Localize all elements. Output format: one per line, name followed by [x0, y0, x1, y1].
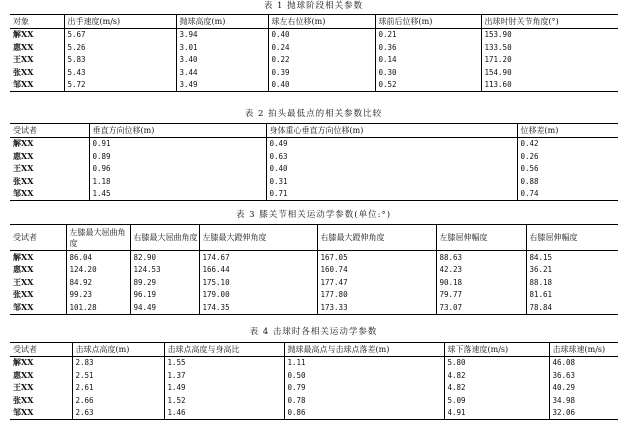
value-cell: 84.92 — [66, 276, 130, 289]
value-cell: 0.78 — [284, 394, 444, 407]
value-cell: 0.40 — [268, 79, 375, 92]
value-cell: 171.20 — [481, 54, 618, 67]
value-cell: 36.63 — [549, 369, 618, 382]
value-cell: 0.22 — [268, 54, 375, 67]
subject-cell: 惠XX — [10, 41, 64, 54]
table-row — [10, 150, 618, 163]
value-cell: 0.88 — [517, 175, 618, 188]
header-cell: 抛球最高点与击球点落差(m) — [284, 343, 444, 357]
value-cell: 0.36 — [375, 41, 481, 54]
table-row — [10, 369, 618, 382]
value-cell: 1.49 — [164, 382, 284, 395]
subject-cell: 张XX — [10, 394, 72, 407]
value-cell: 177.80 — [317, 289, 436, 302]
header-cell: 右膝最大屈曲角度 — [130, 225, 199, 251]
header-cell: 球左右位移(m) — [268, 15, 375, 29]
header-cell: 受试者 — [10, 124, 89, 138]
value-cell: 89.29 — [130, 276, 199, 289]
value-cell: 175.10 — [199, 276, 317, 289]
subject-cell: 张XX — [10, 66, 64, 79]
subject-cell: 惠XX — [10, 264, 66, 277]
subject-cell: 解XX — [10, 356, 72, 369]
table-row — [10, 251, 618, 264]
subject-cell: 解XX — [10, 251, 66, 264]
subject-cell: 王XX — [10, 276, 66, 289]
value-cell: 1.55 — [164, 356, 284, 369]
value-cell: 5.67 — [64, 28, 176, 41]
value-cell: 0.26 — [517, 150, 618, 163]
value-cell: 3.01 — [176, 41, 268, 54]
value-cell: 153.90 — [481, 28, 618, 41]
subject-cell: 王XX — [10, 54, 64, 67]
value-cell: 79.77 — [436, 289, 526, 302]
subject-cell: 王XX — [10, 163, 89, 176]
value-cell: 82.90 — [130, 251, 199, 264]
value-cell: 0.89 — [89, 150, 266, 163]
value-cell: 0.86 — [284, 407, 444, 420]
value-cell: 3.44 — [176, 66, 268, 79]
table-3-caption: 表 3 膝关节相关运动学参数(单位:°) — [235, 210, 392, 220]
table-row — [10, 394, 618, 407]
subject-cell: 张XX — [10, 175, 89, 188]
table-row — [10, 301, 618, 314]
value-cell: 3.94 — [176, 28, 268, 41]
value-cell: 0.71 — [266, 188, 517, 201]
subject-cell: 解XX — [10, 137, 89, 150]
table-row — [10, 66, 618, 79]
value-cell: 34.98 — [549, 394, 618, 407]
value-cell: 124.53 — [130, 264, 199, 277]
header-cell: 受试者 — [10, 225, 66, 251]
value-cell: 160.74 — [317, 264, 436, 277]
header-cell: 抛球高度(m) — [176, 15, 268, 29]
table-row — [10, 276, 618, 289]
value-cell: 174.35 — [199, 301, 317, 314]
value-cell: 166.44 — [199, 264, 317, 277]
value-cell: 167.05 — [317, 251, 436, 264]
value-cell: 4.82 — [444, 382, 549, 395]
value-cell: 173.33 — [317, 301, 436, 314]
table-row — [10, 289, 618, 302]
value-cell: 1.37 — [164, 369, 284, 382]
value-cell: 0.79 — [284, 382, 444, 395]
table-row — [10, 54, 618, 67]
subject-cell: 邹XX — [10, 301, 66, 314]
table-body — [10, 251, 618, 315]
value-cell: 40.29 — [549, 382, 618, 395]
table-header-row — [10, 343, 618, 357]
subject-cell: 邹XX — [10, 407, 72, 420]
value-cell: 0.91 — [89, 137, 266, 150]
header-cell: 击球点高度与身高比 — [164, 343, 284, 357]
value-cell: 0.96 — [89, 163, 266, 176]
table-row — [10, 28, 618, 41]
value-cell: 113.60 — [481, 79, 618, 92]
value-cell: 0.74 — [517, 188, 618, 201]
value-cell: 5.80 — [444, 356, 549, 369]
table-row — [10, 137, 618, 150]
value-cell: 46.08 — [549, 356, 618, 369]
table-body — [10, 356, 618, 420]
header-cell: 右膝屈伸幅度 — [526, 225, 618, 251]
table-header-row — [10, 15, 618, 29]
table-row — [10, 356, 618, 369]
value-cell: 124.20 — [66, 264, 130, 277]
table-4 — [10, 342, 618, 420]
header-cell: 击球球速(m/s) — [549, 343, 618, 357]
value-cell: 2.51 — [72, 369, 164, 382]
subject-cell: 邹XX — [10, 79, 64, 92]
table-row — [10, 163, 618, 176]
subject-cell: 解XX — [10, 28, 64, 41]
header-cell: 位移差(m) — [517, 124, 618, 138]
value-cell: 0.63 — [266, 150, 517, 163]
value-cell: 1.11 — [284, 356, 444, 369]
value-cell: 179.00 — [199, 289, 317, 302]
table-2 — [10, 123, 618, 201]
value-cell: 0.30 — [375, 66, 481, 79]
value-cell: 78.84 — [526, 301, 618, 314]
value-cell: 4.91 — [444, 407, 549, 420]
value-cell: 5.09 — [444, 394, 549, 407]
table-1 — [10, 14, 618, 92]
value-cell: 133.50 — [481, 41, 618, 54]
table-1-caption: 表 1 抛球阶段相关参数 — [263, 1, 364, 11]
value-cell: 0.40 — [266, 163, 517, 176]
value-cell: 88.18 — [526, 276, 618, 289]
value-cell: 0.49 — [266, 137, 517, 150]
value-cell: 96.19 — [130, 289, 199, 302]
table-4-caption: 表 4 击球时各相关运动学参数 — [249, 327, 378, 337]
value-cell: 5.43 — [64, 66, 176, 79]
table-row — [10, 382, 618, 395]
table-header-row — [10, 124, 618, 138]
value-cell: 36.21 — [526, 264, 618, 277]
value-cell: 2.83 — [72, 356, 164, 369]
value-cell: 0.24 — [268, 41, 375, 54]
value-cell: 3.49 — [176, 79, 268, 92]
subject-cell: 惠XX — [10, 369, 72, 382]
value-cell: 0.52 — [375, 79, 481, 92]
value-cell: 0.40 — [268, 28, 375, 41]
header-cell: 击球点高度(m) — [72, 343, 164, 357]
value-cell: 94.49 — [130, 301, 199, 314]
value-cell: 5.26 — [64, 41, 176, 54]
header-cell: 身体重心垂直方向位移(m) — [266, 124, 517, 138]
value-cell: 5.83 — [64, 54, 176, 67]
value-cell: 1.46 — [164, 407, 284, 420]
table-row — [10, 41, 618, 54]
table-row — [10, 175, 618, 188]
value-cell: 1.52 — [164, 394, 284, 407]
value-cell: 2.61 — [72, 382, 164, 395]
value-cell: 0.21 — [375, 28, 481, 41]
value-cell: 0.14 — [375, 54, 481, 67]
value-cell: 101.28 — [66, 301, 130, 314]
value-cell: 90.18 — [436, 276, 526, 289]
table-body — [10, 137, 618, 201]
table-header-row — [10, 225, 618, 251]
subject-cell: 邹XX — [10, 188, 89, 201]
value-cell: 0.50 — [284, 369, 444, 382]
value-cell: 81.61 — [526, 289, 618, 302]
table-body — [10, 28, 618, 92]
subject-cell: 王XX — [10, 382, 72, 395]
header-cell: 球下落速度(m/s) — [444, 343, 549, 357]
value-cell: 0.39 — [268, 66, 375, 79]
value-cell: 73.07 — [436, 301, 526, 314]
header-cell: 出手速度(m/s) — [64, 15, 176, 29]
value-cell: 42.23 — [436, 264, 526, 277]
value-cell: 5.72 — [64, 79, 176, 92]
header-cell: 左膝最大蹬伸角度 — [199, 225, 317, 251]
header-cell: 球前后位移(m) — [375, 15, 481, 29]
value-cell: 88.63 — [436, 251, 526, 264]
table-row — [10, 264, 618, 277]
header-cell: 左膝屈伸幅度 — [436, 225, 526, 251]
header-cell: 对象 — [10, 15, 64, 29]
value-cell: 1.45 — [89, 188, 266, 201]
table-row — [10, 407, 618, 420]
value-cell: 4.82 — [444, 369, 549, 382]
header-cell: 垂直方向位移(m) — [89, 124, 266, 138]
header-cell: 出球时肘关节角度(°) — [481, 15, 618, 29]
table-2-caption: 表 2 拍头最低点的相关参数比较 — [244, 109, 383, 119]
value-cell: 86.04 — [66, 251, 130, 264]
value-cell: 154.90 — [481, 66, 618, 79]
table-row — [10, 79, 618, 92]
value-cell: 1.18 — [89, 175, 266, 188]
header-cell: 受试者 — [10, 343, 72, 357]
table-3 — [10, 224, 618, 315]
table-row — [10, 188, 618, 201]
value-cell: 2.66 — [72, 394, 164, 407]
value-cell: 0.31 — [266, 175, 517, 188]
value-cell: 174.67 — [199, 251, 317, 264]
header-cell: 右膝最大蹬伸角度 — [317, 225, 436, 251]
value-cell: 99.23 — [66, 289, 130, 302]
value-cell: 177.47 — [317, 276, 436, 289]
value-cell: 0.56 — [517, 163, 618, 176]
subject-cell: 惠XX — [10, 150, 89, 163]
value-cell: 2.63 — [72, 407, 164, 420]
subject-cell: 张XX — [10, 289, 66, 302]
value-cell: 84.15 — [526, 251, 618, 264]
value-cell: 32.06 — [549, 407, 618, 420]
value-cell: 3.40 — [176, 54, 268, 67]
value-cell: 0.42 — [517, 137, 618, 150]
header-cell: 左膝最大屈曲角度 — [66, 225, 130, 251]
